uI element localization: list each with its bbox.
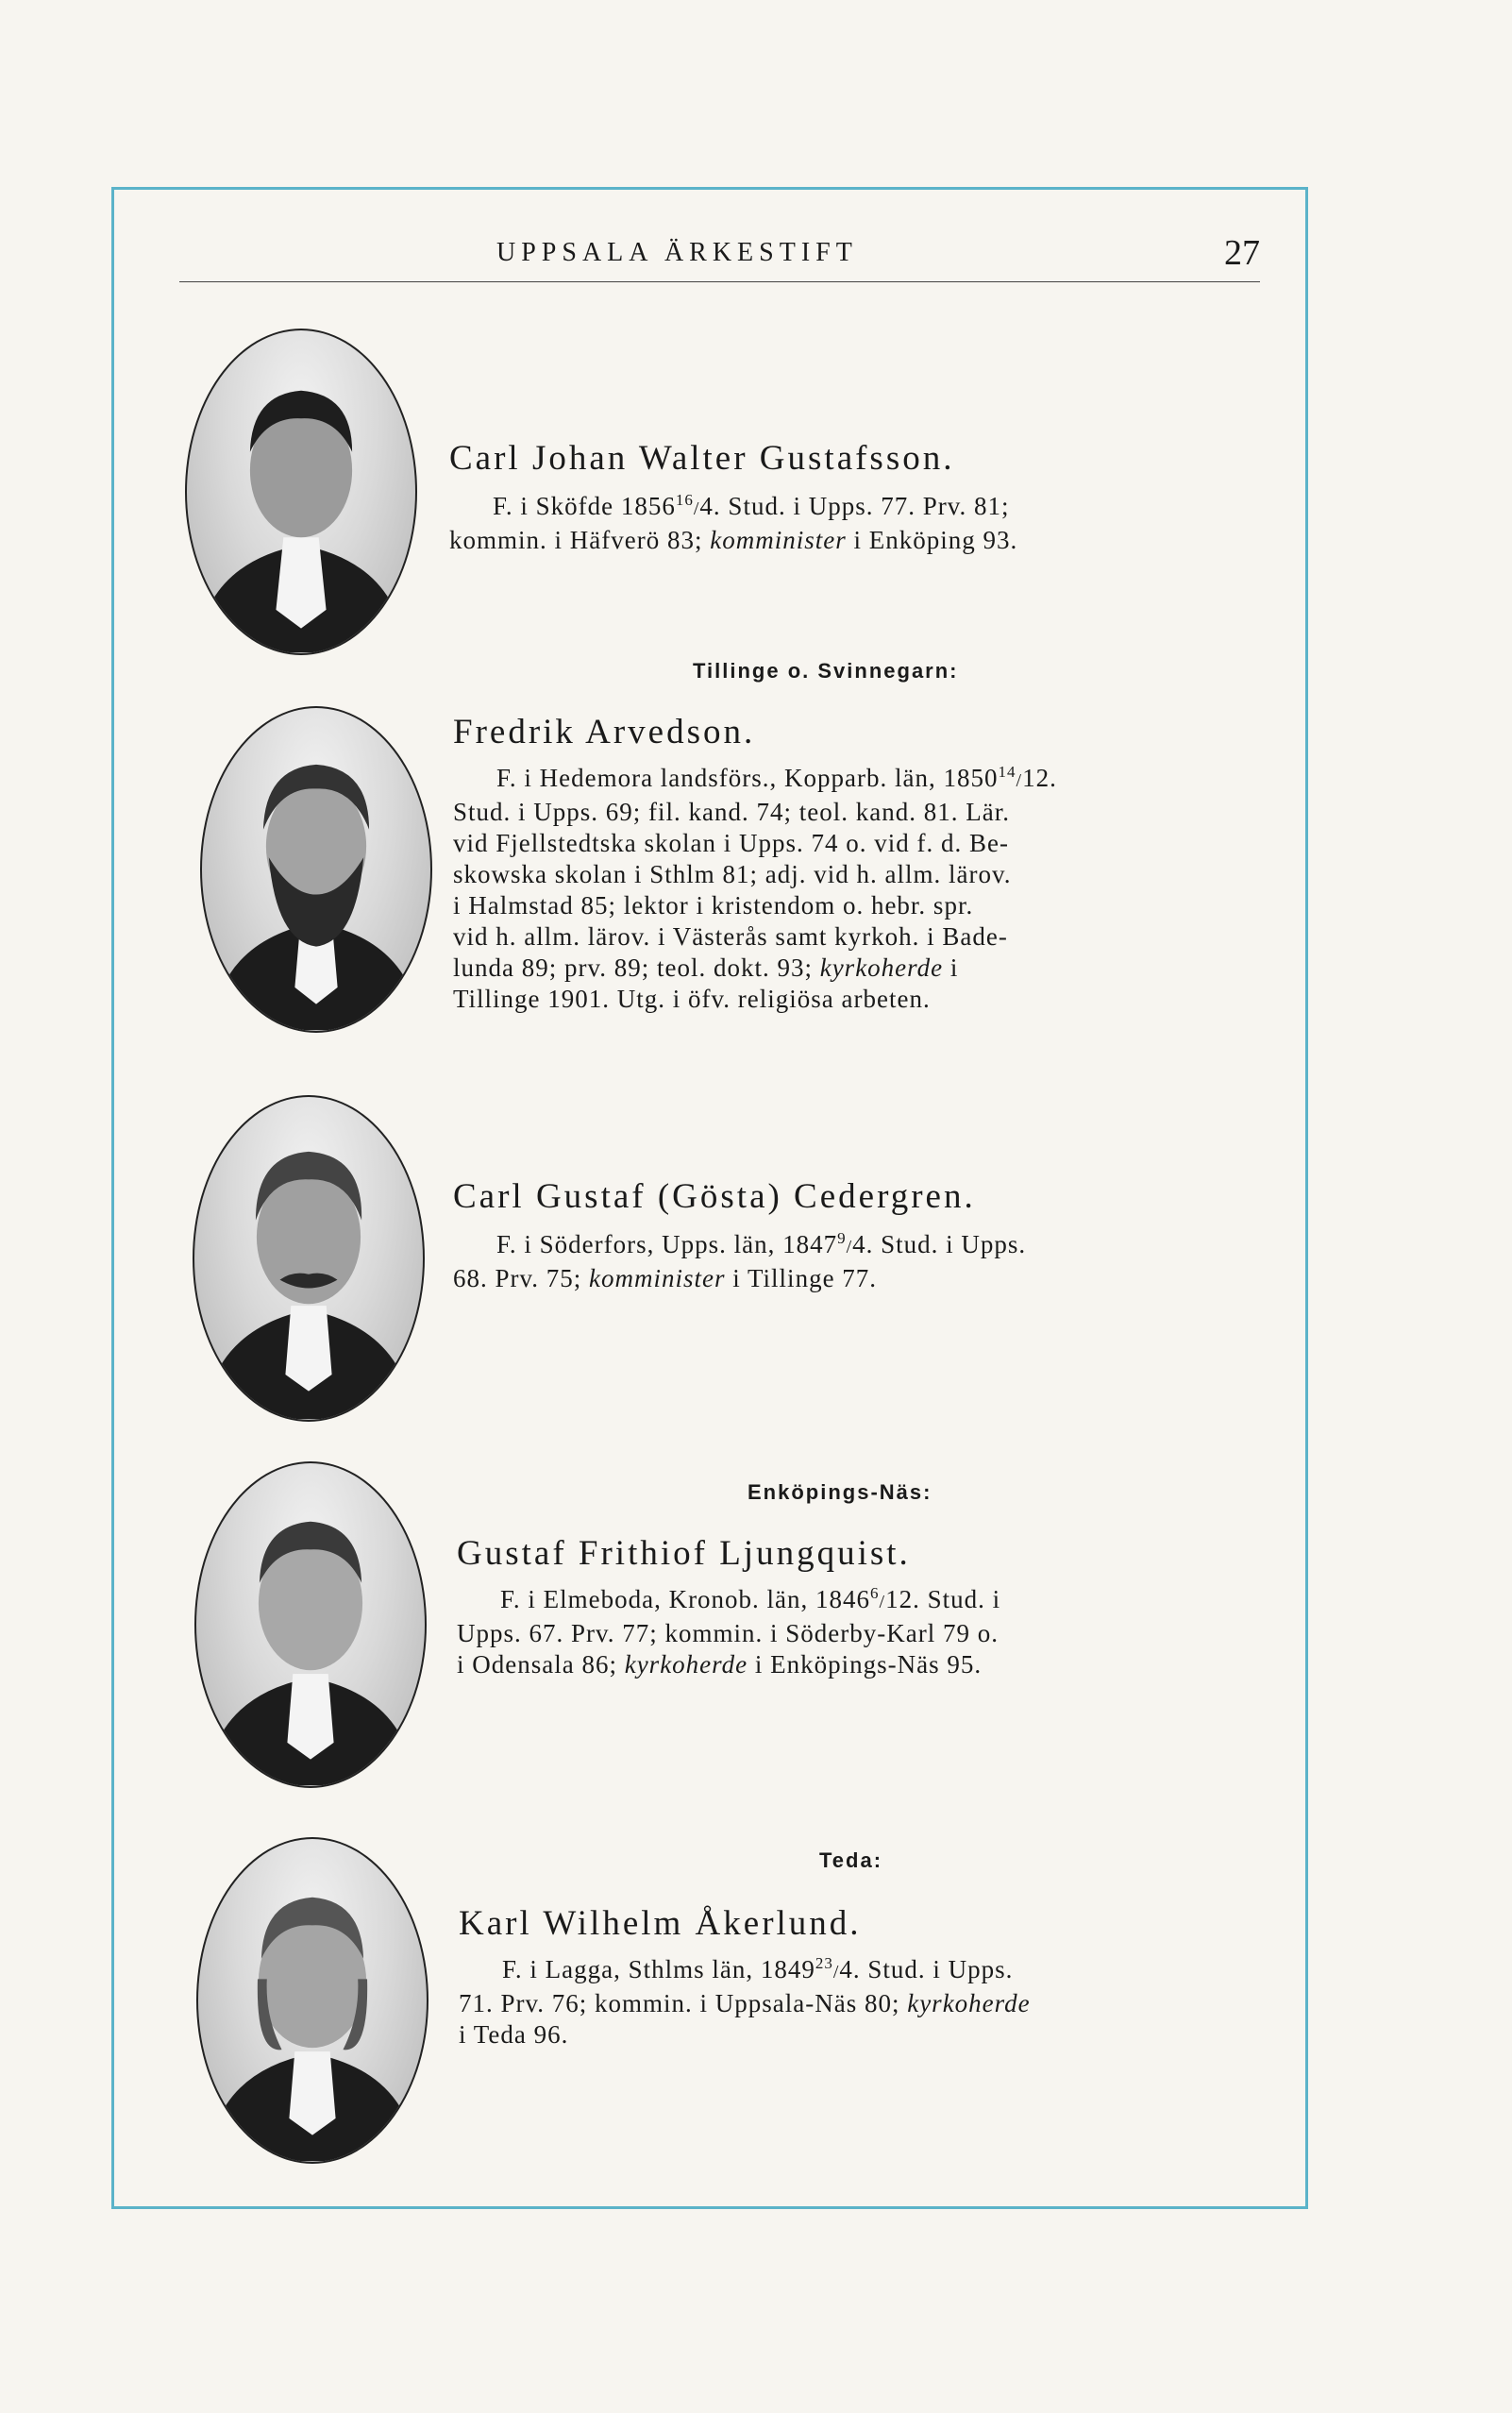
- bio-line: F. i Hedemora landsförs., Kopparb. län, 1850$^{14}$/12.: [496, 763, 1057, 792]
- bio-line: i Odensala 86; kyrkoherde i Enköpings-Näs 95.: [457, 1650, 983, 1679]
- running-title: UPPSALA ÄRKESTIFT: [496, 238, 858, 267]
- bio-line: 71. Prv. 76; kommin. i Uppsala-Näs 80; kyrkoherde: [459, 1989, 1031, 2017]
- bio-line: vid Fjellstedtska skolan i Upps. 74 o. vid f. d. Be-: [453, 829, 1009, 857]
- portrait-figure-icon: [198, 1839, 427, 2162]
- section-heading-tillinge: Tillinge o. Svinnegarn:: [693, 659, 959, 683]
- portrait-2: [200, 706, 432, 1033]
- entry-bio: [457, 1584, 1261, 1680]
- portrait-1: [185, 329, 417, 655]
- entry-name: Fredrik Arvedson.: [453, 713, 756, 751]
- bio-line: i Teda 96.: [459, 2020, 569, 2049]
- entry-bio: [453, 1229, 1261, 1294]
- entry-bio: [459, 1954, 1261, 2050]
- bio-line: F. i Sköfde 1856$^{16}$/4. Stud. i Upps. 77. Prv. 81;: [493, 491, 1010, 520]
- section-heading-enkopings-nas: Enköpings-Näs:: [748, 1480, 932, 1504]
- section-heading-teda: Teda:: [819, 1848, 883, 1872]
- portrait-4: [194, 1461, 427, 1788]
- portrait-5: [196, 1837, 428, 2164]
- bio-line: 68. Prv. 75; komminister i Tillinge 77.: [453, 1264, 878, 1292]
- entry-bio: [449, 491, 1261, 556]
- bio-line: lunda 89; prv. 89; teol. dokt. 93; kyrkoherde i: [453, 953, 959, 982]
- portrait-figure-icon: [187, 330, 415, 653]
- page-header: [179, 225, 1260, 282]
- portrait-figure-icon: [194, 1097, 423, 1420]
- bio-line: i Halmstad 85; lektor i kristendom o. hebr. spr.: [453, 891, 974, 920]
- bio-line: Stud. i Upps. 69; fil. kand. 74; teol. kand. 81. Lär.: [453, 798, 1010, 826]
- bio-line: skowska skolan i Sthlm 81; adj. vid h. allm. lärov.: [453, 860, 1012, 888]
- entry-name: Carl Gustaf (Gösta) Cedergren.: [453, 1177, 976, 1216]
- bio-line: F. i Elmeboda, Kronob. län, 1846$^6$/12. Stud. i: [500, 1584, 1001, 1613]
- portrait-3: [193, 1095, 425, 1422]
- portrait-figure-icon: [196, 1463, 425, 1786]
- entry-bio: [453, 763, 1261, 1015]
- bio-line: Upps. 67. Prv. 77; kommin. i Söderby-Karl 79 o.: [457, 1619, 999, 1647]
- bio-line: Tillinge 1901. Utg. i öfv. religiösa arbeten.: [453, 985, 931, 1013]
- bio-line: F. i Söderfors, Upps. län, 1847$^9$/4. Stud. i Upps.: [496, 1229, 1027, 1258]
- bio-line: F. i Lagga, Sthlms län, 1849$^{23}$/4. Stud. i Upps.: [502, 1954, 1014, 1983]
- entry-name: Karl Wilhelm Åkerlund.: [459, 1904, 862, 1943]
- portrait-figure-icon: [202, 708, 430, 1031]
- page-number: 27: [1224, 233, 1260, 273]
- entry-name: Carl Johan Walter Gustafsson.: [449, 439, 955, 478]
- bio-line: vid h. allm. lärov. i Västerås samt kyrkoh. i Bade-: [453, 922, 1008, 951]
- entry-name: Gustaf Frithiof Ljungquist.: [457, 1534, 911, 1573]
- bio-line: kommin. i Häfverö 83; komminister i Enköping 93.: [449, 526, 1018, 554]
